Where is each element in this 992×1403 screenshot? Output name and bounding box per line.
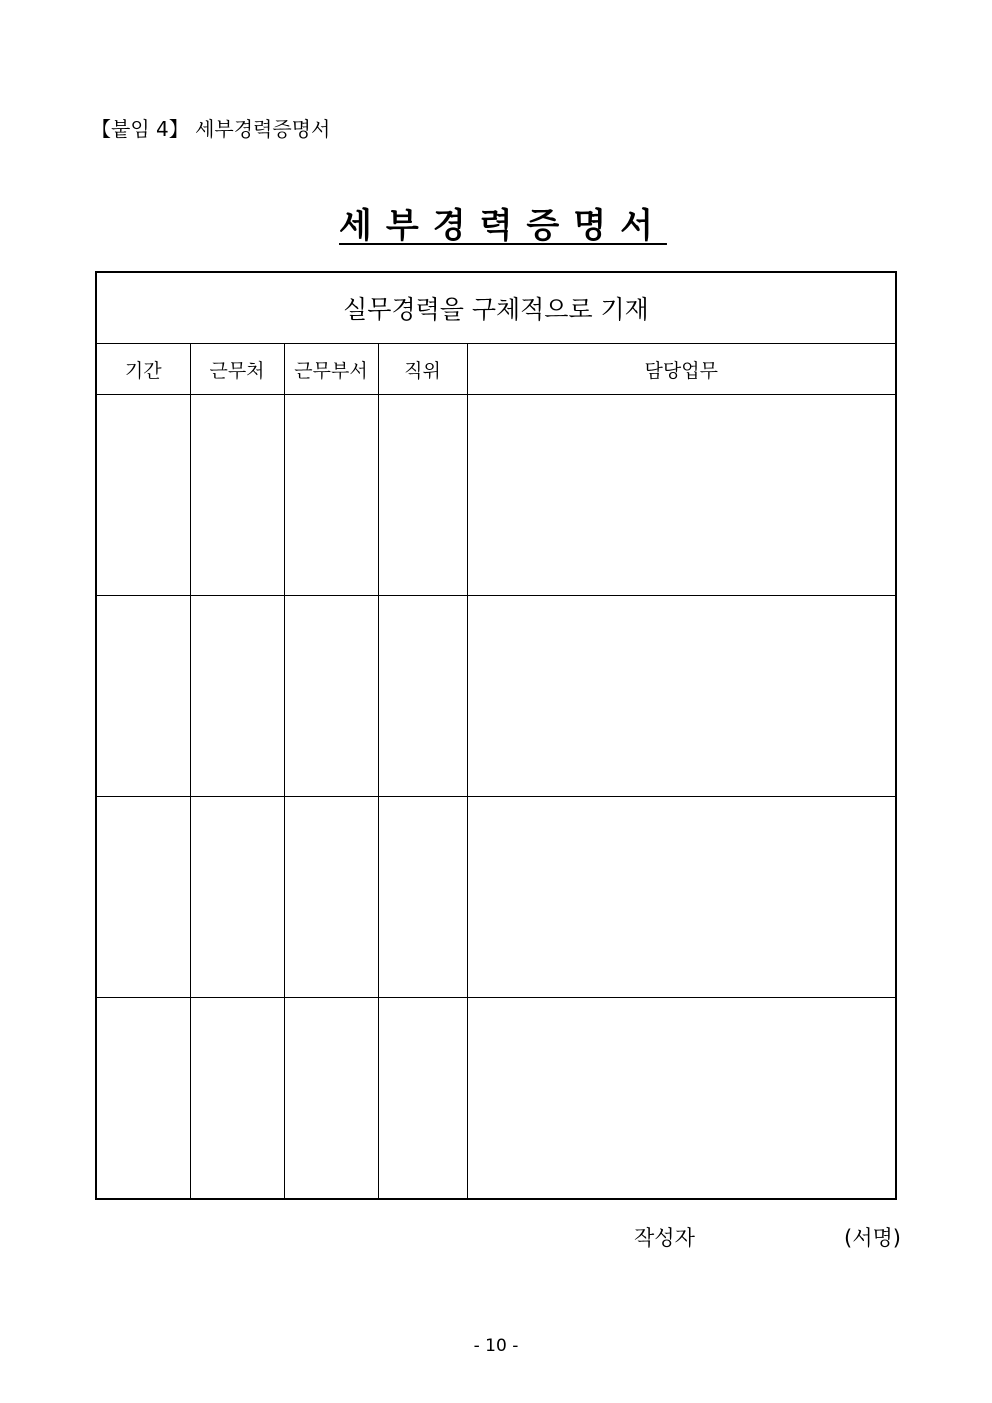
- period-cell[interactable]: [96, 596, 190, 797]
- duties-cell[interactable]: [467, 797, 896, 998]
- position-cell[interactable]: [378, 395, 467, 596]
- workplace-cell[interactable]: [190, 596, 284, 797]
- workplace-cell[interactable]: [190, 797, 284, 998]
- table-column-header-row: [96, 344, 896, 395]
- career-detail-table: [95, 271, 897, 1200]
- page-number: - 10 -: [473, 1336, 519, 1356]
- column-header-period: 기간: [96, 344, 190, 395]
- position-cell[interactable]: [378, 998, 467, 1200]
- attachment-label: 【붙임 4】 세부경력증명서: [91, 117, 331, 141]
- workplace-cell[interactable]: [190, 395, 284, 596]
- department-cell[interactable]: [284, 797, 378, 998]
- period-cell[interactable]: [96, 797, 190, 998]
- table-row: [96, 998, 896, 1200]
- table-row: [96, 596, 896, 797]
- writer-label: 작성자: [634, 1226, 695, 1250]
- column-header-position: 직위: [378, 344, 467, 395]
- table-row: [96, 395, 896, 596]
- duties-cell[interactable]: [467, 395, 896, 596]
- period-cell[interactable]: [96, 998, 190, 1200]
- table-row: [96, 797, 896, 998]
- section-header: 실무경력을 구체적으로 기재: [96, 272, 896, 344]
- position-cell[interactable]: [378, 797, 467, 998]
- workplace-cell[interactable]: [190, 998, 284, 1200]
- department-cell[interactable]: [284, 395, 378, 596]
- column-header-department: 근무부서: [284, 344, 378, 395]
- document-title: [0, 203, 992, 249]
- period-cell[interactable]: [96, 395, 190, 596]
- department-cell[interactable]: [284, 998, 378, 1200]
- duties-cell[interactable]: [467, 998, 896, 1200]
- department-cell[interactable]: [284, 596, 378, 797]
- signature-label: (서명): [844, 1226, 901, 1250]
- position-cell[interactable]: [378, 596, 467, 797]
- document-title-text: 세부경력증명서: [339, 206, 667, 246]
- duties-cell[interactable]: [467, 596, 896, 797]
- column-header-duties: 담당업무: [467, 344, 896, 395]
- table-section-header-row: [96, 272, 896, 344]
- column-header-workplace: 근무처: [190, 344, 284, 395]
